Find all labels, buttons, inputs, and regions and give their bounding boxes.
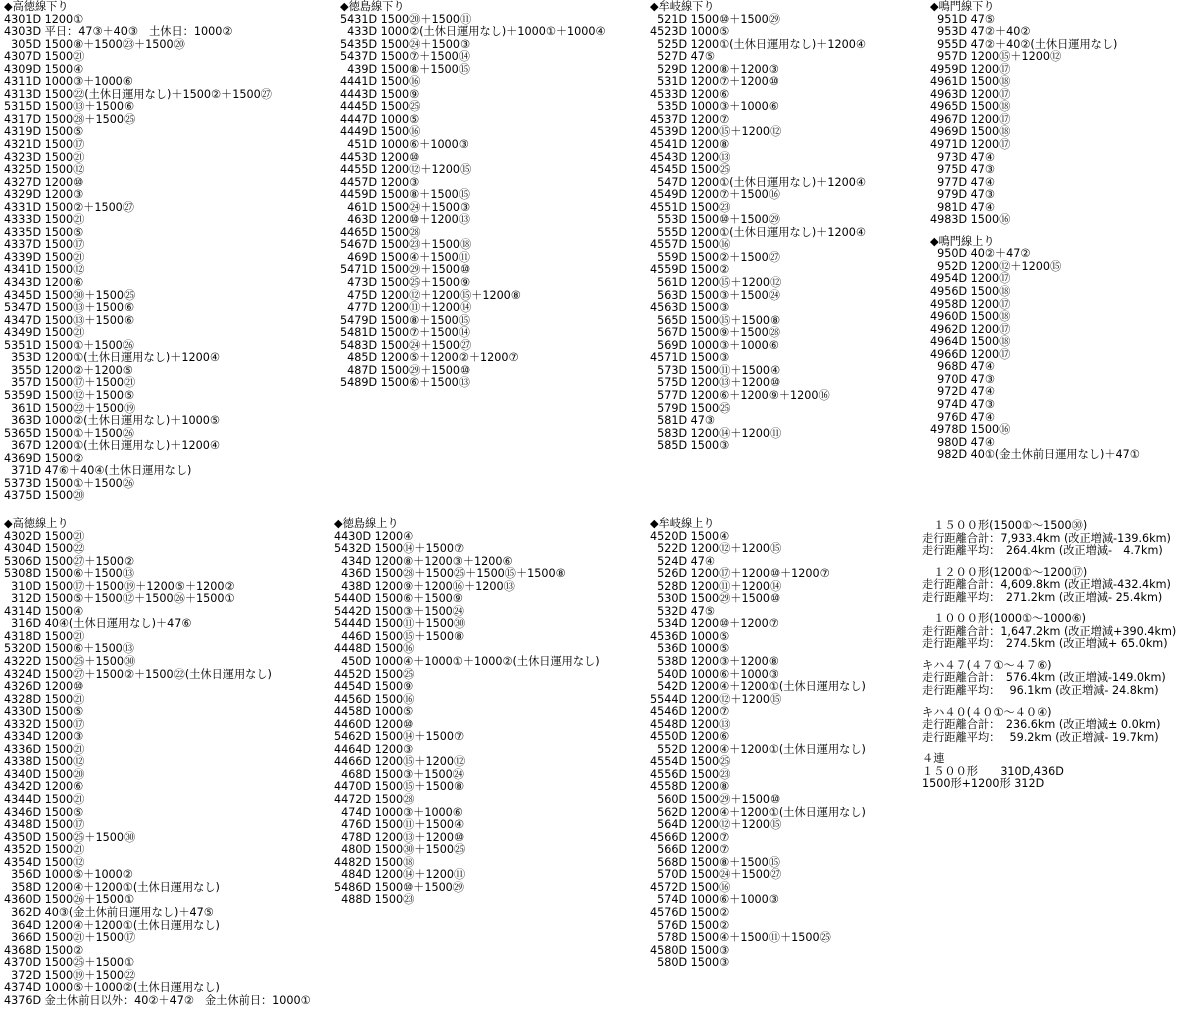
train-row: 305D 1500⑧＋1500㉓＋1500⑳ [4, 37, 185, 51]
train-row: 4304D 1500㉒ [4, 542, 85, 556]
train-row: 4551D 1500㉓ [650, 200, 731, 214]
train-row: 4441D 1500⑯ [340, 75, 421, 89]
train-row: 4449D 1500⑯ [340, 125, 421, 139]
train-row: 4307D 1500㉑ [4, 50, 85, 64]
train-row: 4546D 1200⑦ [650, 705, 730, 719]
train-row: 4331D 1500②＋1500㉗ [4, 200, 134, 214]
train-row: 5489D 1500⑥＋1500⑬ [340, 376, 470, 390]
train-row: 570D 1500㉔＋1500㉗ [650, 868, 782, 882]
train-row: 4313D 1500㉒(土休日運用なし)＋1500②＋1500㉗ [4, 87, 272, 101]
train-row: 4456D 1500⑯ [334, 692, 415, 706]
train-row: 4454D 1500⑨ [334, 680, 414, 694]
train-row: 4448D 1500⑯ [334, 642, 415, 656]
train-row: 5440D 1500⑥＋1500⑨ [334, 592, 463, 606]
train-row: 4332D 1500⑰ [4, 717, 85, 731]
train-row: 316D 40④(土休日運用なし)＋47⑥ [4, 617, 192, 631]
train-row: 4470D 1500⑮＋1500⑧ [334, 780, 464, 794]
section-title: ◆鳴門線上り [930, 234, 995, 248]
train-row: 5373D 1500①＋1500㉖ [4, 476, 134, 490]
train-row: 555D 1200①(土休日運用なし)＋1200④ [650, 225, 866, 239]
train-row: 4352D 1500㉑ [4, 843, 85, 857]
train-row: 568D 1500⑧＋1500⑮ [650, 855, 780, 869]
train-row: 367D 1200①(土休日運用なし)＋1200④ [4, 439, 220, 453]
train-row: 5435D 1500㉔＋1500③ [340, 37, 470, 51]
train-row: 565D 1500⑮＋1500⑧ [650, 313, 780, 327]
train-row: 4963D 1200⑰ [930, 87, 1011, 101]
train-row: 5486D 1500⑩＋1500㉙ [334, 880, 464, 894]
train-row: 542D 1200④＋1200①(土休日運用なし) [650, 680, 866, 694]
train-row: 560D 1500㉙＋1500⑩ [650, 793, 780, 807]
four-car-block [922, 753, 1176, 791]
train-row: 4340D 1500⑳ [4, 767, 85, 781]
train-row: 5320D 1500⑥＋1500⑬ [4, 642, 134, 656]
train-row: 4333D 1500㉑ [4, 213, 85, 227]
train-row: 446D 1500⑮＋1500⑧ [334, 629, 464, 643]
train-row: 5471D 1500㉙＋1500⑩ [340, 263, 470, 277]
train-row: 4317D 1500㉘＋1500㉕ [4, 112, 136, 126]
train-row: 4324D 1500㉗＋1500②＋1500㉒(土休日運用なし) [4, 667, 272, 681]
mugi-up-column [650, 518, 866, 970]
stats-kiha47 [922, 660, 1176, 698]
section-title: ◆高徳線下り [4, 0, 69, 13]
train-row: 4452D 1500㉕ [334, 667, 415, 681]
section-title: ◆牟岐線下り [650, 0, 715, 13]
train-row: 583D 1200⑭＋1200⑪ [650, 426, 782, 440]
train-row: 4571D 1500③ [650, 351, 730, 365]
train-row: 4347D 1500⑬＋1500⑥ [4, 313, 134, 327]
train-row: 5351D 1500①＋1500㉖ [4, 338, 134, 352]
train-row: 358D 1200④＋1200①(土休日運用なし) [4, 880, 220, 894]
train-row: 4303D 平日：47③＋40③ 土休日：1000② [4, 25, 233, 39]
train-row: 4345D 1500㉚＋1500㉕ [4, 288, 136, 302]
train-row: 372D 1500⑲＋1500㉒ [4, 968, 136, 982]
train-row: 4978D 1500⑯ [930, 423, 1011, 437]
train-row: 366D 1500㉑＋1500⑰ [4, 931, 136, 945]
train-row: 973D 47④ [930, 150, 995, 164]
train-row: 975D 47③ [930, 163, 995, 177]
train-row: 4309D 1500④ [4, 62, 84, 76]
train-row: 4343D 1200⑥ [4, 276, 84, 290]
stats-average: 走行距離平均： 274.5km (改正増減+ 65.0km) [922, 637, 1168, 651]
train-row: 4455D 1200⑫＋1200⑮ [340, 163, 472, 177]
train-row: 5442D 1500③＋1500㉔ [334, 604, 464, 618]
train-row: 4302D 1500㉑ [4, 529, 85, 543]
train-row: 4344D 1500㉑ [4, 793, 85, 807]
stats-total: 走行距離合計：7,933.4km (改正増減-139.6km) [922, 531, 1171, 545]
train-row: 4318D 1500㉑ [4, 629, 85, 643]
train-row: 5365D 1500①＋1500㉖ [4, 426, 134, 440]
train-row: 4536D 1000⑤ [650, 629, 730, 643]
train-row: 4983D 1500⑯ [930, 213, 1011, 227]
train-row: 312D 1500⑤＋1500⑫＋1500㉖＋1500① [4, 592, 235, 606]
train-row: 5462D 1500⑭＋1500⑦ [334, 730, 464, 744]
stats-total: 走行距離合計：1,647.2km (改正増減+390.4km) [922, 624, 1177, 638]
kotoku-down-column [4, 1, 272, 503]
train-row: 4319D 1500⑤ [4, 125, 84, 139]
train-row: 564D 1200⑫＋1200⑮ [650, 818, 782, 832]
train-row: 5481D 1500⑦＋1500⑭ [340, 326, 470, 340]
mugi-down-column [650, 1, 866, 453]
train-row: 4375D 1500⑳ [4, 489, 85, 503]
train-row: 4311D 1000③＋1000⑥ [4, 75, 133, 89]
train-row: 540D 1000⑥＋1000③ [650, 667, 779, 681]
train-row: 528D 1200⑪＋1200⑭ [650, 579, 782, 593]
train-row: 353D 1200①(土休日運用なし)＋1200④ [4, 351, 220, 365]
train-row: 356D 1000⑤＋1000② [4, 868, 133, 882]
train-row: 953D 47②＋40② [930, 25, 1031, 39]
train-row: 4346D 1500⑤ [4, 805, 84, 819]
train-row: 976D 47④ [930, 410, 995, 424]
train-row: 4580D 1500③ [650, 943, 730, 957]
train-row: 561D 1200⑮＋1200⑫ [650, 276, 782, 290]
train-row: 468D 1500③＋1500㉔ [334, 767, 464, 781]
train-row: 575D 1200⑬＋1200⑩ [650, 376, 780, 390]
train-row: 4326D 1200⑩ [4, 680, 84, 694]
train-row: 4962D 1200⑰ [930, 322, 1011, 336]
train-row: 563D 1500③＋1500㉔ [650, 288, 780, 302]
train-row: 4541D 1200⑧ [650, 138, 730, 152]
train-row: 487D 1500㉙＋1500⑩ [340, 363, 470, 377]
stats-total: 走行距離合計：4,609.8km (改正増減-432.4km) [922, 578, 1171, 592]
train-row: 469D 1500④＋1500⑪ [340, 250, 470, 264]
train-row: 573D 1500⑪＋1500④ [650, 363, 780, 377]
train-row: 974D 47③ [930, 397, 995, 411]
stats-1500 [922, 520, 1176, 558]
train-row: 4445D 1500㉕ [340, 100, 421, 114]
stats-heading: キハ４７(４７①〜４７⑥) [922, 658, 1052, 672]
train-row: 5347D 1500⑬＋1500⑥ [4, 301, 134, 315]
train-row: 562D 1200④＋1200①(土休日運用なし) [650, 805, 866, 819]
train-row: 4967D 1200⑰ [930, 112, 1011, 126]
stats-1200 [922, 567, 1176, 605]
train-row: 577D 1200⑥＋1200⑨＋1200⑯ [650, 388, 830, 402]
train-row: 357D 1500⑰＋1500㉑ [4, 376, 136, 390]
train-row: 4572D 1500⑯ [650, 880, 731, 894]
train-row: 566D 1200⑦ [650, 843, 730, 857]
train-row: 371D 47⑥＋40④(土休日運用なし) [4, 464, 192, 478]
train-row: 463D 1200⑩＋1200⑬ [340, 213, 470, 227]
stats-1000 [922, 613, 1176, 651]
train-row: 567D 1500⑨＋1500㉘ [650, 326, 780, 340]
stats-heading: １２００形(1200①〜1200⑰) [922, 565, 1088, 579]
stats-heading: １０００形(1000①〜1000⑥) [922, 612, 1087, 626]
train-row: 4368D 1500② [4, 943, 84, 957]
train-row: 4314D 1500④ [4, 604, 84, 618]
train-row: 979D 47③ [930, 188, 995, 202]
train-row: 952D 1200⑫＋1200⑮ [930, 259, 1062, 273]
train-row: 4301D 1200① [4, 12, 84, 26]
train-row: 4460D 1200⑩ [334, 717, 414, 731]
train-row: 4959D 1200⑰ [930, 62, 1011, 76]
train-row: 4554D 1500㉕ [650, 755, 731, 769]
train-row: 5467D 1500㉓＋1500⑱ [340, 238, 472, 252]
section-title: ◆高徳線上り [4, 517, 69, 530]
train-row: 4964D 1500⑱ [930, 335, 1011, 349]
train-row: 4520D 1500④ [650, 529, 730, 543]
train-row: 982D 40①(金土休前日運用なし)＋47① [930, 448, 1140, 462]
train-row: 578D 1500④＋1500⑪＋1500㉕ [650, 931, 831, 945]
train-row: 4338D 1500⑫ [4, 755, 85, 769]
train-row: 4537D 1200⑦ [650, 112, 730, 126]
train-row: 4370D 1500㉕＋1500① [4, 956, 134, 970]
train-row: 535D 1000③＋1000⑥ [650, 100, 779, 114]
four-car-heading: ４連 [922, 752, 945, 766]
train-row: 485D 1200⑤＋1200②＋1200⑦ [340, 351, 519, 365]
train-row: 4342D 1200⑥ [4, 780, 84, 794]
train-row: 4453D 1200⑩ [340, 150, 420, 164]
train-row: 581D 47③ [650, 414, 715, 428]
train-row: 951D 47⑤ [930, 12, 995, 26]
train-row: 4558D 1200⑧ [650, 780, 730, 794]
train-row: 4327D 1200⑩ [4, 175, 84, 189]
train-row: 970D 47③ [930, 372, 995, 386]
naruto-down-block [930, 1, 1140, 227]
train-row: 5432D 1500⑭＋1500⑦ [334, 542, 464, 556]
four-car-line: 1500形+1200形 312D [922, 777, 1045, 791]
train-row: 5315D 1500⑬＋1500⑥ [4, 100, 134, 114]
train-row: 310D 1500⑰＋1500⑲＋1200⑤＋1200② [4, 579, 235, 593]
train-row: 4539D 1200⑮＋1200⑫ [650, 125, 782, 139]
train-row: 4447D 1000⑤ [340, 112, 420, 126]
train-row: 5544D 1200⑫＋1200⑮ [650, 692, 782, 706]
train-row: 362D 40③(金土休前日運用なし)＋47⑤ [4, 905, 214, 919]
block-gap [922, 744, 1176, 753]
train-row: 4374D 1000⑤＋1000②(土休日運用なし) [4, 981, 220, 995]
train-row: 4330D 1500⑤ [4, 705, 84, 719]
stats-average: 走行距離平均： 264.4km (改正増減- 4.7km) [922, 544, 1163, 558]
train-row: 5306D 1500㉗＋1500② [4, 554, 134, 568]
train-row: 4549D 1200⑦＋1500⑯ [650, 188, 780, 202]
train-row: 4341D 1500⑫ [4, 263, 85, 277]
train-row: 4523D 1000⑤ [650, 25, 730, 39]
train-row: 5308D 1500⑥＋1500⑬ [4, 567, 134, 581]
train-row: 4466D 1200⑮＋1200⑫ [334, 755, 466, 769]
train-row: 4349D 1500㉑ [4, 326, 85, 340]
train-row: 530D 1500㉙＋1500⑩ [650, 592, 780, 606]
train-row: 4329D 1200③ [4, 188, 84, 202]
train-row: 5483D 1500㉔＋1500㉗ [340, 338, 472, 352]
train-row: 4576D 1500② [650, 905, 730, 919]
train-row: 5479D 1500⑧＋1500⑮ [340, 313, 470, 327]
train-row: 576D 1500② [650, 918, 730, 932]
train-row: 488D 1500㉓ [334, 893, 415, 907]
train-row: 4321D 1500⑰ [4, 138, 85, 152]
section-title: ◆徳島線下り [340, 0, 405, 13]
train-row: 977D 47④ [930, 175, 995, 189]
train-row: 4457D 1200③ [340, 175, 420, 189]
train-row: 4533D 1200⑥ [650, 87, 730, 101]
train-row: 524D 47④ [650, 554, 715, 568]
train-row: 477D 1200⑪＋1200⑭ [340, 301, 472, 315]
naruto-up-block [930, 236, 1140, 462]
train-row: 4458D 1000⑤ [334, 705, 414, 719]
train-row: 4961D 1500⑱ [930, 75, 1011, 89]
train-row: 4958D 1200⑰ [930, 297, 1011, 311]
train-row: 529D 1200⑧＋1200③ [650, 62, 779, 76]
train-row: 569D 1000③＋1000⑥ [650, 338, 779, 352]
stats-average: 走行距離平均： 59.2km (改正増減- 19.7km) [922, 730, 1159, 744]
train-row: 585D 1500③ [650, 439, 730, 453]
train-row: 4335D 1500⑤ [4, 225, 84, 239]
train-row: 361D 1500㉒＋1500⑲ [4, 401, 136, 415]
section-title: ◆徳島線上り [334, 517, 399, 530]
train-row: 4328D 1500㉑ [4, 692, 85, 706]
stats-average: 走行距離平均： 271.2km (改正増減- 25.4km) [922, 590, 1163, 604]
train-row: 4543D 1200⑬ [650, 150, 731, 164]
train-row: 957D 1200⑮＋1200⑫ [930, 50, 1062, 64]
train-row: 436D 1500㉘＋1500㉕＋1500⑮＋1500⑧ [334, 567, 566, 581]
train-row: 4969D 1500⑱ [930, 125, 1011, 139]
train-row: 4369D 1500② [4, 451, 84, 465]
train-row: 4339D 1500㉑ [4, 250, 85, 264]
train-row: 552D 1200④＋1200①(土休日運用なし) [650, 742, 866, 756]
train-row: 580D 1500③ [650, 956, 730, 970]
train-row: 484D 1200⑭＋1200⑪ [334, 868, 466, 882]
train-row: 4545D 1500㉕ [650, 163, 731, 177]
train-row: 480D 1500㉚＋1500㉕ [334, 843, 466, 857]
train-row: 526D 1200⑰＋1200⑩＋1200⑦ [650, 567, 830, 581]
section-title: ◆鳴門線下り [930, 0, 995, 13]
train-row: 476D 1500⑪＋1500④ [334, 818, 464, 832]
train-row: 538D 1200③＋1200⑧ [650, 655, 779, 669]
train-row: 475D 1200⑫＋1200⑮＋1200⑧ [340, 288, 521, 302]
train-row: 553D 1500⑩＋1500㉙ [650, 213, 780, 227]
kotoku-up-column [4, 518, 311, 1007]
stats-total: 走行距離合計： 576.4km (改正増減-149.0km) [922, 671, 1166, 685]
train-row: 968D 47④ [930, 360, 995, 374]
train-row: 4966D 1200⑰ [930, 347, 1011, 361]
train-row: 5431D 1500⑳＋1500⑪ [340, 12, 472, 26]
tokushima-down-column [340, 1, 606, 390]
train-row: 4482D 1500⑱ [334, 855, 415, 869]
train-row: 521D 1500⑩＋1500㉙ [650, 12, 780, 26]
train-row: 4459D 1500⑧＋1500⑮ [340, 188, 470, 202]
train-row: 525D 1200①(土休日運用なし)＋1200④ [650, 37, 866, 51]
train-row: 4337D 1500⑰ [4, 238, 85, 252]
train-row: 5359D 1500⑫＋1500⑤ [4, 388, 134, 402]
train-row: 355D 1200②＋1200⑤ [4, 363, 133, 377]
train-row: 579D 1500㉕ [650, 401, 731, 415]
stats-heading: キハ４０(４０①〜４０④) [922, 705, 1052, 719]
stats-average: 走行距離平均： 96.1km (改正増減- 24.8km) [922, 684, 1159, 698]
train-row: 981D 47④ [930, 200, 995, 214]
train-row: 980D 47④ [930, 435, 995, 449]
train-row: 364D 1200④＋1200①(土休日運用なし) [4, 918, 220, 932]
train-row: 4559D 1500② [650, 263, 730, 277]
train-row: 4354D 1500⑫ [4, 855, 85, 869]
train-row: 4336D 1500㉑ [4, 742, 85, 756]
train-row: 4323D 1500㉑ [4, 150, 85, 164]
train-row: 536D 1000⑤ [650, 642, 730, 656]
train-row: 5437D 1500⑦＋1500⑭ [340, 50, 470, 64]
train-row: 461D 1500㉔＋1500③ [340, 200, 470, 214]
train-row: 434D 1200⑧＋1200③＋1200⑥ [334, 554, 513, 568]
train-row: 4548D 1200⑬ [650, 717, 731, 731]
train-row: 4350D 1500㉕＋1500㉚ [4, 830, 136, 844]
train-row: 433D 1000②(土休日運用なし)＋1000①＋1000④ [340, 25, 606, 39]
train-row: 451D 1000⑥＋1000③ [340, 138, 469, 152]
train-row: 950D 40②＋47② [930, 247, 1031, 261]
train-row: 4566D 1200⑦ [650, 830, 730, 844]
train-row: 532D 47⑤ [650, 604, 715, 618]
train-row: 4563D 1500③ [650, 301, 730, 315]
section-title: ◆牟岐線上り [650, 517, 715, 530]
train-row: 547D 1200①(土休日運用なし)＋1200④ [650, 175, 866, 189]
train-row: 534D 1200⑩＋1200⑦ [650, 617, 779, 631]
train-row: 4971D 1200⑰ [930, 138, 1011, 152]
train-row: 5444D 1500⑪＋1500㉚ [334, 617, 466, 631]
train-row: 522D 1200⑫＋1200⑮ [650, 542, 782, 556]
train-row: 473D 1500㉕＋1500⑨ [340, 276, 470, 290]
stats-heading: １５００形(1500①〜1500㉚) [922, 519, 1088, 532]
train-row: 972D 47④ [930, 385, 995, 399]
train-row: 4334D 1200③ [4, 730, 84, 744]
train-row: 4960D 1500⑱ [930, 310, 1011, 324]
mileage-stats-column [922, 520, 1176, 791]
stats-kiha40 [922, 707, 1176, 745]
train-row: 4322D 1500㉕＋1500㉚ [4, 655, 136, 669]
train-row: 4430D 1200④ [334, 529, 414, 543]
train-row: 4464D 1200③ [334, 742, 414, 756]
train-row: 450D 1000④＋1000①＋1000②(土休日運用なし) [334, 655, 600, 669]
stats-total: 走行距離合計： 236.6km (改正増減± 0.0km) [922, 718, 1161, 732]
train-row: 4956D 1500⑱ [930, 285, 1011, 299]
train-row: 4954D 1200⑰ [930, 272, 1011, 286]
train-row: 559D 1500②＋1500㉗ [650, 250, 780, 264]
train-row: 531D 1200⑦＋1200⑩ [650, 75, 779, 89]
train-row: 4443D 1500⑨ [340, 87, 420, 101]
train-row: 4556D 1500㉓ [650, 767, 731, 781]
train-row: 4472D 1500㉘ [334, 793, 415, 807]
train-row: 4348D 1500⑰ [4, 818, 85, 832]
train-row: 4376D 金土休前日以外：40②＋47② 金土休前日：1000① [4, 993, 311, 1007]
train-row: 4360D 1500㉖＋1500① [4, 893, 134, 907]
train-row: 4550D 1200⑥ [650, 730, 730, 744]
train-row: 955D 47②＋40②(土休日運用なし) [930, 37, 1118, 51]
train-row: 4965D 1500⑱ [930, 100, 1011, 114]
train-row: 527D 47⑤ [650, 50, 715, 64]
train-row: 439D 1500⑧＋1500⑮ [340, 62, 470, 76]
train-row: 574D 1000⑥＋1000③ [650, 893, 779, 907]
tokushima-up-column [334, 518, 600, 907]
train-row: 474D 1000③＋1000⑥ [334, 805, 463, 819]
four-car-line: １５００形 310D,436D [922, 764, 1064, 778]
train-row: 478D 1200⑬＋1200⑩ [334, 830, 464, 844]
train-row: 4557D 1500⑯ [650, 238, 731, 252]
train-row: 4325D 1500⑫ [4, 163, 85, 177]
naruto-column [930, 1, 1140, 462]
train-row: 4465D 1500㉘ [340, 225, 421, 239]
train-row: 438D 1200⑨＋1200⑯＋1200⑬ [334, 579, 515, 593]
train-row: 363D 1000②(土休日運用なし)＋1000⑤ [4, 414, 220, 428]
